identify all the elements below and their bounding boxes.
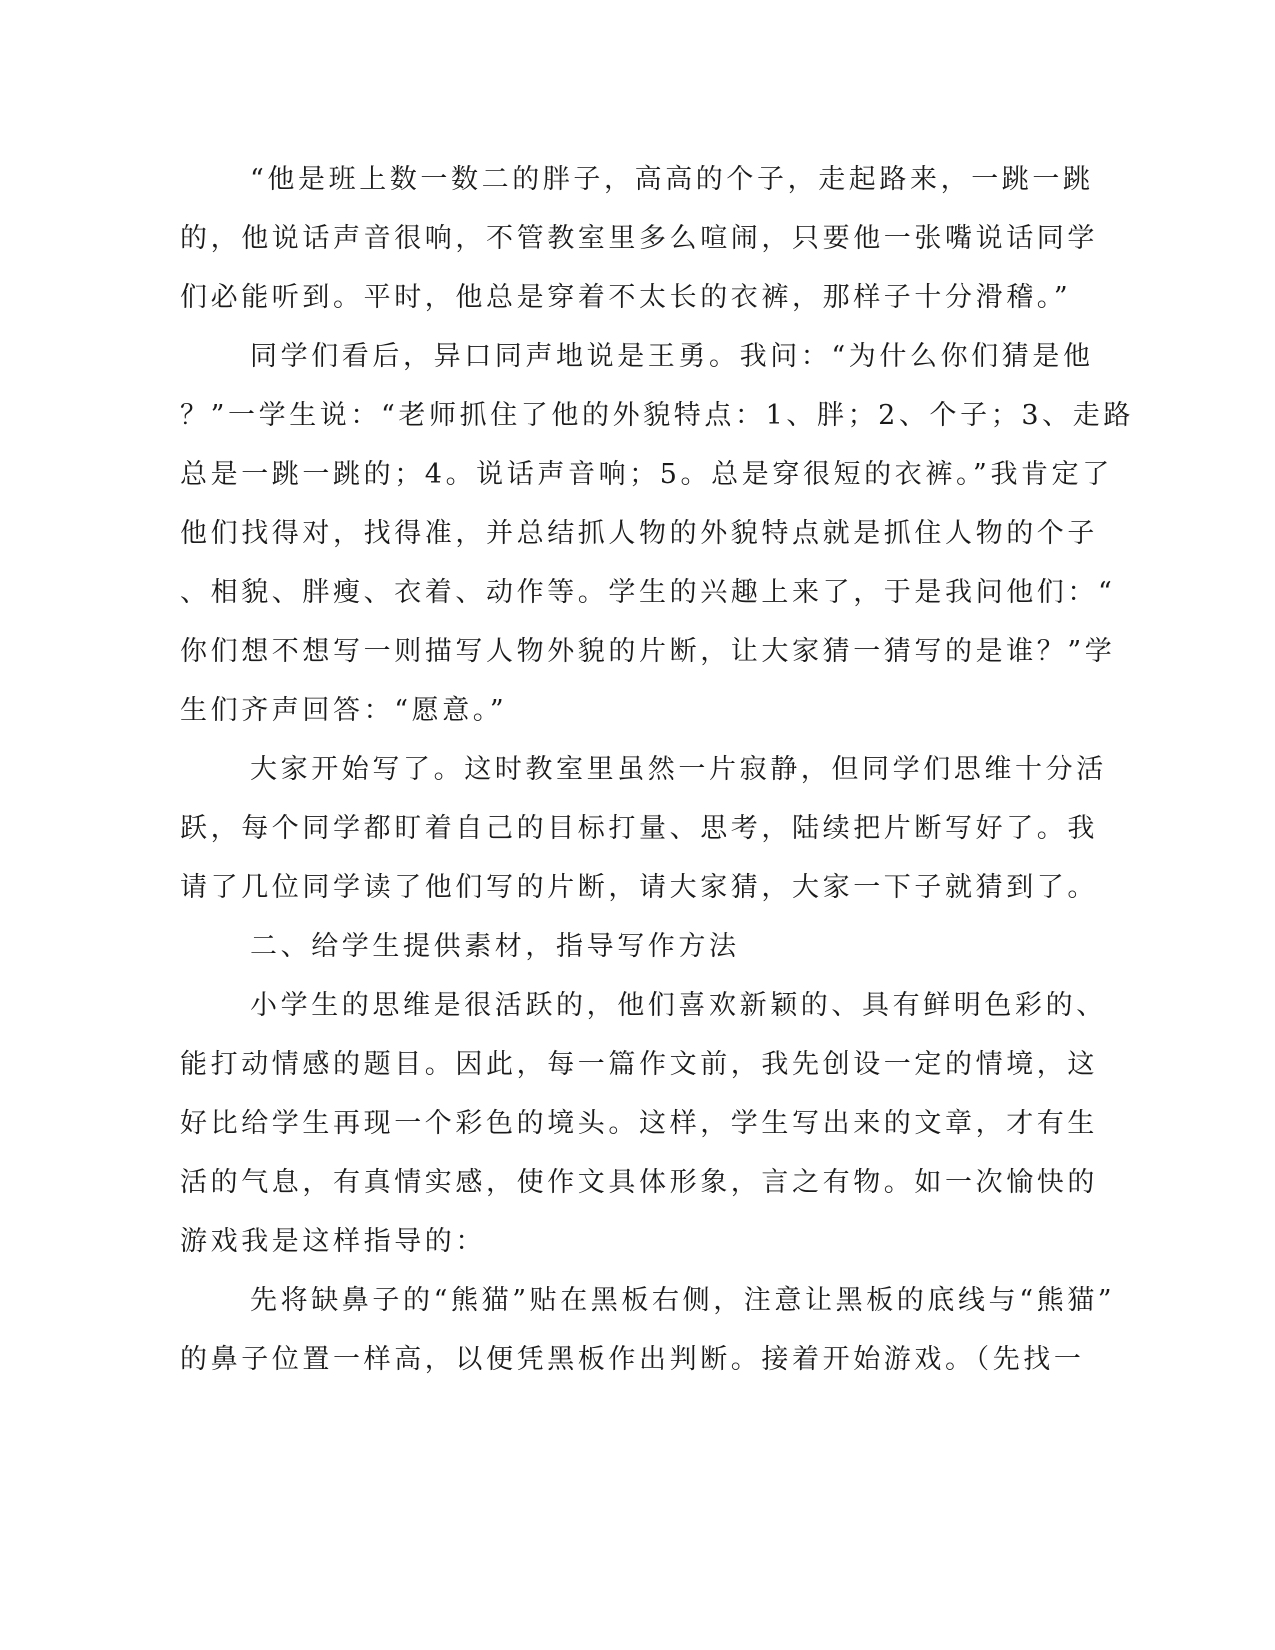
- text-line-16: 能打动情感的题目。因此，每一篇作文前，我先创设一定的情境，这: [180, 1049, 1098, 1080]
- text-line-11: 大家开始写了。这时教室里虽然一片寂静，但同学们思维十分活: [250, 754, 1107, 785]
- text-line-20: 先将缺鼻子的“熊猫”贴在黑板右侧，注意让黑板的底线与“熊猫”: [250, 1285, 1116, 1316]
- text-line-17: 好比给学生再现一个彩色的境头。这样，学生写出来的文章，才有生: [180, 1108, 1098, 1139]
- text-line-18: 活的气息，有真情实感，使作文具体形象，言之有物。如一次愉快的: [180, 1167, 1098, 1198]
- text-line-15: 小学生的思维是很活跃的，他们喜欢新颖的、具有鲜明色彩的、: [250, 990, 1107, 1021]
- text-line-2: 的，他说话声音很响，不管教室里多么喧闹，只要他一张嘴说话同学: [180, 223, 1098, 254]
- text-line-9: 你们想不想写一则描写人物外貌的片断，让大家猜一猜写的是谁？”学: [180, 636, 1116, 667]
- text-line-10: 生们齐声回答：“愿意。”: [180, 695, 508, 726]
- section-heading: 二、给学生提供素材，指导写作方法: [250, 931, 740, 962]
- text-line-3: 们必能听到。平时，他总是穿着不太长的衣裤，那样子十分滑稽。”: [180, 282, 1072, 313]
- text-line-7: 他们找得对，找得准，并总结抓人物的外貌特点就是抓住人物的个子: [180, 518, 1098, 549]
- text-line-4: 同学们看后，异口同声地说是王勇。我问：“为什么你们猜是他: [250, 341, 1094, 372]
- text-line-6: 总是一跳一跳的；4。说话声音响；5。总是穿很短的衣裤。”我肯定了: [180, 459, 1113, 490]
- text-line-1: “他是班上数一数二的胖子，高高的个子，走起路来，一跳一跳: [250, 164, 1094, 195]
- text-line-5: ？”一学生说：“老师抓住了他的外貌特点：1、胖；2、个子；3、走路: [180, 400, 1134, 431]
- text-line-8: 、相貌、胖瘦、衣着、动作等。学生的兴趣上来了，于是我问他们：“: [180, 577, 1116, 608]
- text-line-12: 跃，每个同学都盯着自己的目标打量、思考，陆续把片断写好了。我: [180, 813, 1098, 844]
- text-line-21: 的鼻子位置一样高，以便凭黑板作出判断。接着开始游戏。（先找一: [180, 1344, 1085, 1375]
- text-line-13: 请了几位同学读了他们写的片断，请大家猜，大家一下子就猜到了。: [180, 872, 1098, 903]
- text-line-19: 游戏我是这样指导的：: [180, 1226, 486, 1257]
